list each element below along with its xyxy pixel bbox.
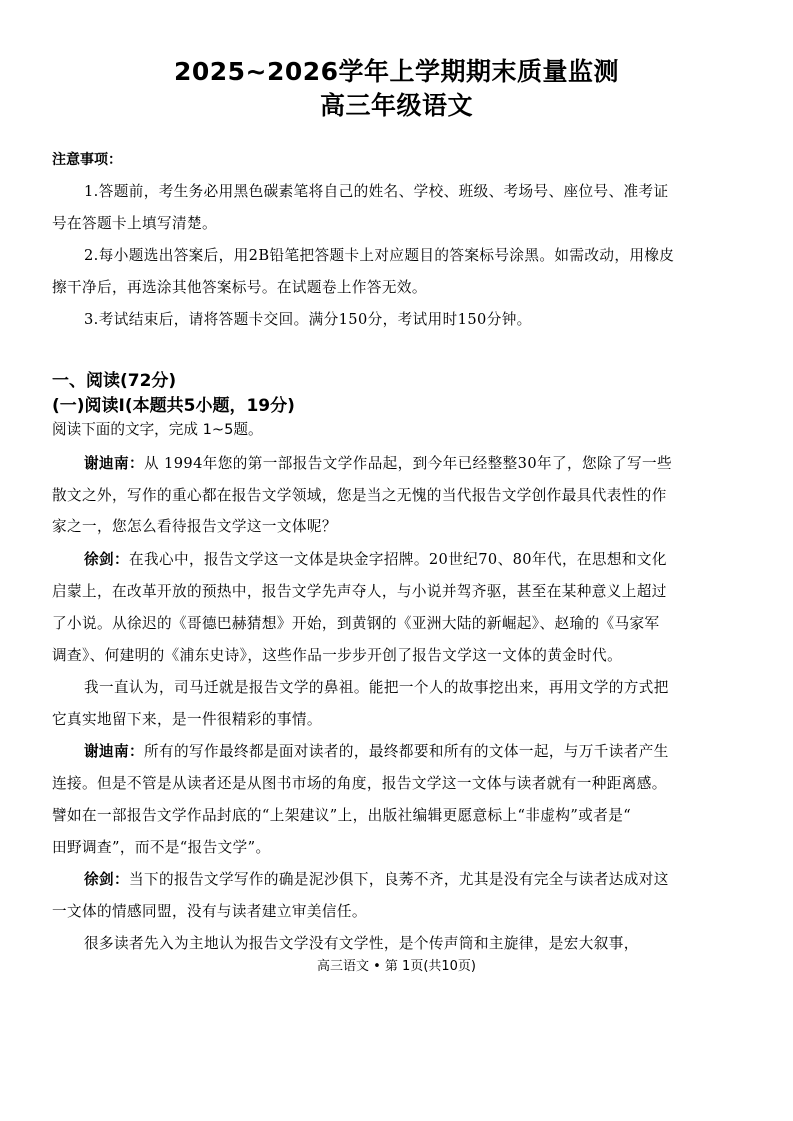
passage-line: 谢迪南：所有的写作最终都是面对读者的，最终都要和所有的文体一起，与万千读者产生: [84, 743, 669, 760]
passage-line: 我一直认为，司马迁就是报告文学的鼻祖。能把一个人的故事挖出来，再用文学的方式把: [84, 679, 669, 696]
speaker-label: 徐剑：: [84, 871, 129, 888]
speaker-label: 谢迪南：: [84, 455, 144, 472]
passage-line: 徐剑：在我心中，报告文学这一文体是块金字招牌。20世纪70、80年代，在思想和文化: [84, 551, 667, 568]
passage-line: 很多读者先入为主地认为报告文学没有文学性，是个传声筒和主旋律，是宏大叙事，: [84, 935, 639, 952]
speaker-label: 谢迪南：: [84, 743, 144, 760]
speaker-label: 徐剑：: [84, 551, 129, 568]
passage-line: 启蒙上，在改革开放的预热中，报告文学先声夺人，与小说并驾齐驱，甚至在某种意义上超过: [52, 583, 667, 600]
notice-item-1-line-2: 号在答题卡上填写清楚。: [52, 215, 217, 232]
notice-item-2-line-2: 擦干净后，再选涂其他答案标号。在试题卷上作答无效。: [52, 279, 427, 296]
notice-heading: 注意事项：: [52, 152, 122, 168]
passage-line: 连接。但是不管是从读者还是从图书市场的角度，报告文学这一文体与读者就有一种距离感。: [52, 775, 667, 792]
passage-line: 了小说。从徐迟的《哥德巴赫猜想》开始，到黄钢的《亚洲大陆的新崛起》、赵瑜的《马家军: [52, 615, 660, 632]
passage-line: 譬如在一部报告文学作品封底的“上架建议”上，出版社编辑更愿意标上“非虚构”或者是“: [52, 807, 632, 824]
section-heading: 一、阅读(72分): [52, 371, 177, 391]
passage-line: 谢迪南：从 1994年您的第一部报告文学作品起，到今年已经整整30年了，您除了写一些: [84, 455, 672, 472]
notice-item-3-line-1: 3.考试结束后，请将答题卡交回。满分150分，考试用时150分钟。: [84, 311, 532, 328]
subsection-heading: (一)阅读Ⅰ(本题共5小题，19分): [52, 396, 295, 416]
page-footer: 高三语文 • 第 1页(共10页): [316, 959, 477, 974]
passage-line: 散文之外，写作的重心都在报告文学领域，您是当之无愧的当代报告文学创作最具代表性的作: [52, 487, 667, 504]
notice-item-1-line-1: 1.答题前，考生务必用黑色碳素笔将自己的姓名、学校、班级、考场号、座位号、准考证: [84, 183, 669, 200]
passage-line: 家之一，您怎么看待报告文学这一文体呢？: [52, 518, 337, 535]
exam-title: 2025~2026学年上学期期末质量监测: [173, 57, 620, 86]
passage-line: 一文体的情感同盟，没有与读者建立审美信任。: [52, 903, 367, 920]
passage-line: 田野调查”，而不是“报告文学”。: [52, 839, 271, 856]
passage-line: 调查》、何建明的《浦东史诗》，这些作品一步步开创了报告文学这一文体的黄金时代。: [52, 647, 623, 664]
passage-line: 徐剑：当下的报告文学写作的确是泥沙俱下，良莠不齐，尤其是没有完全与读者达成对这: [84, 871, 669, 888]
passage-line: 它真实地留下来，是一件很精彩的事情。: [52, 711, 322, 728]
exam-subtitle: 高三年级语文: [319, 91, 473, 120]
reading-instruction: 阅读下面的文字，完成 1~5题。: [52, 421, 263, 438]
notice-item-2-line-1: 2.每小题选出答案后，用2B铅笔把答题卡上对应题目的答案标号涂黑。如需改动，用橡皮: [84, 247, 675, 264]
